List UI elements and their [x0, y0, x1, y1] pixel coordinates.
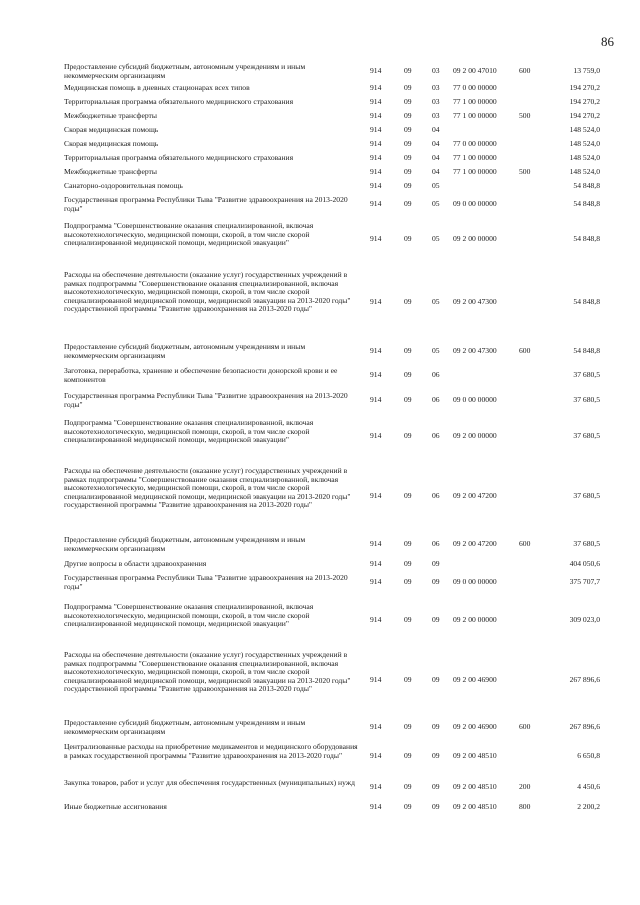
row-ved: 914: [370, 199, 382, 208]
row-name: Закупка товаров, работ и услуг для обеспечения государственных (муниципальных) нужд: [64, 778, 355, 787]
row-sum: 54 848,8: [573, 199, 600, 208]
row-ved: 914: [370, 346, 382, 355]
row-name: Централизованные расходы на приобретение медикаментов и медицинского оборудования в рамках государственной программы "Развитие здравоохранения на 2013-2020 годы": [64, 742, 358, 760]
row-pr: 09: [432, 751, 440, 760]
row-vr: 600: [519, 722, 531, 731]
row-rz: 09: [404, 111, 412, 120]
row-csr: 09 2 00 00000: [453, 234, 497, 243]
row-ved: 914: [370, 297, 382, 306]
row-sum: 148 524,0: [569, 153, 600, 162]
row-ved: 914: [370, 395, 382, 404]
row-name: Медицинская помощь в дневных стационарах всех типов: [64, 83, 250, 92]
row-name: Государственная программа Республики Тыва "Развитие здравоохранения на 2013-2020 годы": [64, 573, 348, 591]
row-sum: 54 848,8: [573, 181, 600, 190]
row-ved: 914: [370, 802, 382, 811]
row-name: Расходы на обеспечение деятельности (оказание услуг) государственных учреждений в рамках подпрограммы "Совершенствование оказания специализированной, включая высокотехнологическую, медицинской помощи, скорой, в том числе скорой специализированной медицинской помощи, медицинской эвакуации на 2013-2020 годы" государственной программы "Развитие здравоохранения на 2013-2020 годы": [64, 650, 351, 694]
row-sum: 267 896,6: [569, 675, 600, 684]
row-sum: 309 023,0: [569, 615, 600, 624]
row-vr: 600: [519, 539, 531, 548]
row-pr: 06: [432, 370, 440, 379]
row-vr: 600: [519, 66, 531, 75]
row-ved: 914: [370, 615, 382, 624]
row-pr: 09: [432, 782, 440, 791]
row-rz: 09: [404, 346, 412, 355]
row-sum: 4 450,6: [577, 782, 600, 791]
row-name: Межбюджетные трансферты: [64, 167, 157, 176]
row-ved: 914: [370, 431, 382, 440]
row-rz: 09: [404, 370, 412, 379]
row-rz: 09: [404, 297, 412, 306]
row-ved: 914: [370, 782, 382, 791]
row-ved: 914: [370, 111, 382, 120]
row-rz: 09: [404, 431, 412, 440]
row-name: Скорая медицинская помощь: [64, 139, 159, 148]
row-name: Территориальная программа обязательного медицинского страхования: [64, 97, 294, 106]
row-pr: 06: [432, 395, 440, 404]
row-sum: 6 650,8: [577, 751, 600, 760]
row-sum: 37 680,5: [573, 491, 600, 500]
row-rz: 09: [404, 83, 412, 92]
row-ved: 914: [370, 167, 382, 176]
row-name: Санаторно-оздоровительная помощь: [64, 181, 183, 190]
row-pr: 06: [432, 539, 440, 548]
row-csr: 77 1 00 00000: [453, 153, 497, 162]
row-rz: 09: [404, 722, 412, 731]
row-rz: 09: [404, 181, 412, 190]
row-pr: 09: [432, 722, 440, 731]
row-csr: 77 1 00 00000: [453, 97, 497, 106]
row-rz: 09: [404, 139, 412, 148]
row-pr: 06: [432, 491, 440, 500]
row-name: Подпрограмма "Совершенствование оказания специализированной, включая высокотехнологическую, медицинской помощи, скорой, в том числе скорой специализированной медицинской помощи, медицинской эвакуации": [64, 602, 314, 629]
row-ved: 914: [370, 539, 382, 548]
row-ved: 914: [370, 66, 382, 75]
row-rz: 09: [404, 97, 412, 106]
row-name: Межбюджетные трансферты: [64, 111, 157, 120]
row-csr: 09 0 00 00000: [453, 199, 497, 208]
row-name: Территориальная программа обязательного медицинского страхования: [64, 153, 294, 162]
row-pr: 05: [432, 234, 440, 243]
row-sum: 54 848,8: [573, 234, 600, 243]
row-pr: 03: [432, 66, 440, 75]
row-csr: 09 2 00 00000: [453, 431, 497, 440]
row-rz: 09: [404, 491, 412, 500]
row-rz: 09: [404, 782, 412, 791]
row-name: Скорая медицинская помощь: [64, 125, 159, 134]
row-pr: 04: [432, 139, 440, 148]
row-ved: 914: [370, 559, 382, 568]
row-sum: 194 270,2: [569, 97, 600, 106]
row-name: Иные бюджетные ассигнования: [64, 802, 167, 811]
row-ved: 914: [370, 234, 382, 243]
row-ved: 914: [370, 83, 382, 92]
row-ved: 914: [370, 125, 382, 134]
row-sum: 148 524,0: [569, 125, 600, 134]
row-csr: 77 1 00 00000: [453, 167, 497, 176]
row-sum: 194 270,2: [569, 111, 600, 120]
row-name: Подпрограмма "Совершенствование оказания специализированной, включая высокотехнологическую, медицинской помощи, скорой, в том числе скорой специализированной медицинской помощи, медицинской эвакуации": [64, 418, 314, 445]
row-csr: 77 0 00 00000: [453, 83, 497, 92]
row-csr: 77 0 00 00000: [453, 139, 497, 148]
page-number: 86: [601, 34, 614, 49]
row-pr: 09: [432, 615, 440, 624]
row-name: Предоставление субсидий бюджетным, автономным учреждениям и иным некоммерческим организациям: [64, 62, 306, 80]
row-ved: 914: [370, 577, 382, 586]
row-name: Заготовка, переработка, хранение и обеспечение безопасности донорской крови и ее компонентов: [64, 366, 338, 384]
row-name: Предоставление субсидий бюджетным, автономным учреждениям и иным некоммерческим организациям: [64, 342, 306, 360]
row-name: Подпрограмма "Совершенствование оказания специализированной, включая высокотехнологическую, медицинской помощи, скорой, в том числе скорой специализированной медицинской помощи, медицинской эвакуации": [64, 221, 314, 248]
row-csr: 09 2 00 48510: [453, 751, 497, 760]
row-csr: 09 2 00 00000: [453, 615, 497, 624]
row-sum: 148 524,0: [569, 167, 600, 176]
row-pr: 05: [432, 346, 440, 355]
row-csr: 09 2 00 47010: [453, 66, 497, 75]
row-rz: 09: [404, 675, 412, 684]
row-rz: 09: [404, 615, 412, 624]
row-rz: 09: [404, 167, 412, 176]
row-name: Расходы на обеспечение деятельности (оказание услуг) государственных учреждений в рамках подпрограммы "Совершенствование оказания специализированной, включая высокотехнологическую, медицинской помощи, скорой, в том числе скорой специализированной медицинской помощи, медицинской эвакуации на 2013-2020 годы" государственной программы "Развитие здравоохранения на 2013-2020 годы": [64, 270, 351, 314]
row-csr: 09 2 00 48510: [453, 802, 497, 811]
row-rz: 09: [404, 234, 412, 243]
row-ved: 914: [370, 370, 382, 379]
row-ved: 914: [370, 722, 382, 731]
row-csr: 09 2 00 47300: [453, 297, 497, 306]
row-rz: 09: [404, 199, 412, 208]
row-csr: 09 2 00 47200: [453, 491, 497, 500]
row-name: Предоставление субсидий бюджетным, автономным учреждениям и иным некоммерческим организациям: [64, 718, 306, 736]
row-pr: 05: [432, 199, 440, 208]
row-sum: 37 680,5: [573, 370, 600, 379]
row-ved: 914: [370, 97, 382, 106]
row-rz: 09: [404, 66, 412, 75]
row-pr: 04: [432, 167, 440, 176]
row-vr: 600: [519, 346, 531, 355]
row-pr: 05: [432, 181, 440, 190]
row-sum: 54 848,8: [573, 346, 600, 355]
row-pr: 04: [432, 125, 440, 134]
row-sum: 194 270,2: [569, 83, 600, 92]
row-sum: 404 050,6: [569, 559, 600, 568]
row-csr: 09 2 00 46900: [453, 722, 497, 731]
row-rz: 09: [404, 559, 412, 568]
row-ved: 914: [370, 751, 382, 760]
row-pr: 09: [432, 675, 440, 684]
row-ved: 914: [370, 181, 382, 190]
row-sum: 267 896,6: [569, 722, 600, 731]
row-sum: 37 680,5: [573, 431, 600, 440]
row-pr: 09: [432, 559, 440, 568]
row-rz: 09: [404, 395, 412, 404]
row-csr: 09 2 00 48510: [453, 782, 497, 791]
row-vr: 500: [519, 111, 531, 120]
row-pr: 03: [432, 83, 440, 92]
row-name: Расходы на обеспечение деятельности (оказание услуг) государственных учреждений в рамках подпрограммы "Совершенствование оказания специализированной, включая высокотехнологическую, медицинской помощи, скорой, в том числе скорой специализированной медицинской помощи, медицинской эвакуации на 2013-2020 годы" государственной программы "Развитие здравоохранения на 2013-2020 годы": [64, 466, 351, 510]
row-rz: 09: [404, 577, 412, 586]
row-sum: 37 680,5: [573, 539, 600, 548]
row-sum: 37 680,5: [573, 395, 600, 404]
row-rz: 09: [404, 125, 412, 134]
row-ved: 914: [370, 153, 382, 162]
row-pr: 06: [432, 431, 440, 440]
row-name: Государственная программа Республики Тыва "Развитие здравоохранения на 2013-2020 годы": [64, 391, 348, 409]
row-pr: 03: [432, 97, 440, 106]
row-sum: 13 759,0: [573, 66, 600, 75]
row-csr: 09 2 00 46900: [453, 675, 497, 684]
row-pr: 09: [432, 577, 440, 586]
row-csr: 09 2 00 47300: [453, 346, 497, 355]
row-vr: 800: [519, 802, 531, 811]
row-sum: 54 848,8: [573, 297, 600, 306]
row-csr: 77 1 00 00000: [453, 111, 497, 120]
row-ved: 914: [370, 139, 382, 148]
row-pr: 04: [432, 153, 440, 162]
row-sum: 148 524,0: [569, 139, 600, 148]
row-vr: 200: [519, 782, 531, 791]
row-sum: 2 200,2: [577, 802, 600, 811]
row-csr: 09 0 00 00000: [453, 395, 497, 404]
row-name: Другие вопросы в области здравоохранения: [64, 559, 207, 568]
row-csr: 09 0 00 00000: [453, 577, 497, 586]
row-ved: 914: [370, 675, 382, 684]
row-name: Государственная программа Республики Тыва "Развитие здравоохранения на 2013-2020 годы": [64, 195, 348, 213]
row-pr: 05: [432, 297, 440, 306]
row-csr: 09 2 00 47200: [453, 539, 497, 548]
row-name: Предоставление субсидий бюджетным, автономным учреждениям и иным некоммерческим организациям: [64, 535, 306, 553]
row-pr: 03: [432, 111, 440, 120]
row-sum: 375 707,7: [569, 577, 600, 586]
row-rz: 09: [404, 751, 412, 760]
row-vr: 500: [519, 167, 531, 176]
row-rz: 09: [404, 539, 412, 548]
row-ved: 914: [370, 491, 382, 500]
row-rz: 09: [404, 802, 412, 811]
row-rz: 09: [404, 153, 412, 162]
row-pr: 09: [432, 802, 440, 811]
